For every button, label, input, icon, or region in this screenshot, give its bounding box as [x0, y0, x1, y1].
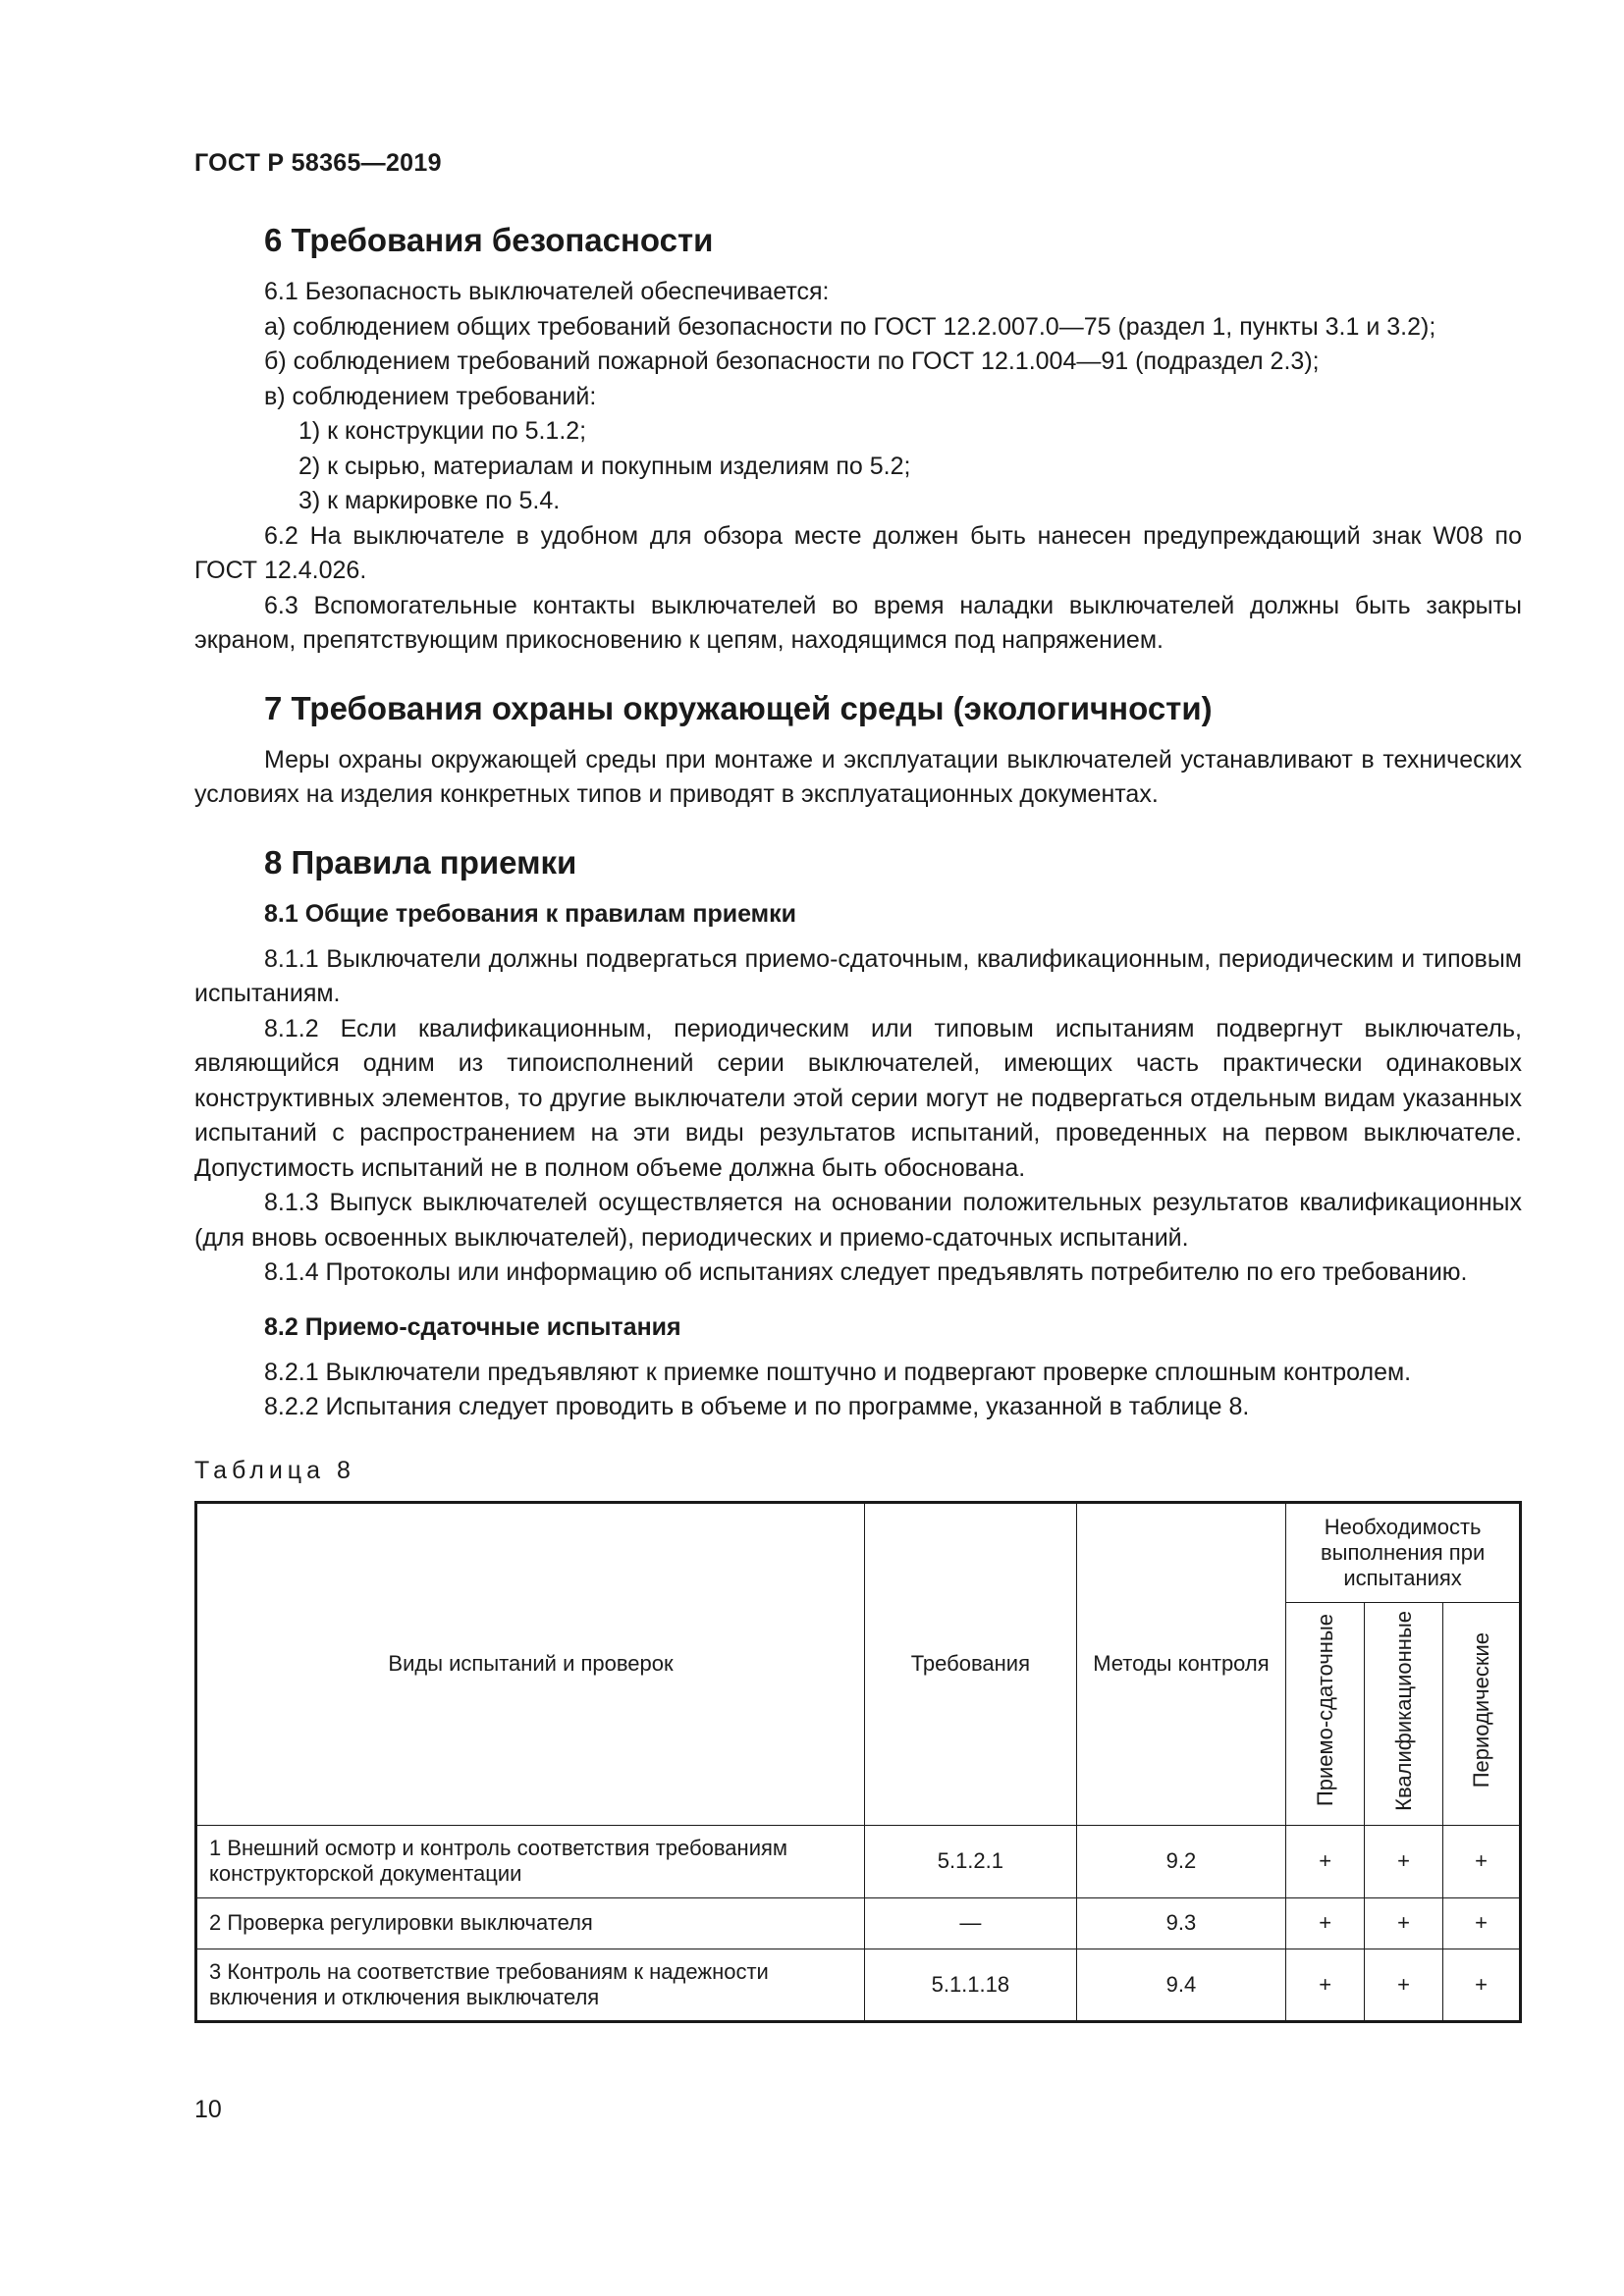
acceptance-mark: + — [1286, 1949, 1365, 2021]
paragraph: 8.1.4 Протоколы или информацию об испытаниях следует предъявлять потребителю по его требованию. — [264, 1258, 1468, 1286]
paragraph: Меры охраны окружающей среды при монтаже и эксплуатации выключателей устанавливают в технических условиях на изделия конкретных типов и приводят в эксплуатационных документах. — [194, 745, 1522, 808]
list-item: 3) к маркировке по 5.4. — [298, 487, 561, 514]
qualification-mark: + — [1365, 1825, 1443, 1897]
periodic-mark: + — [1443, 1897, 1521, 1949]
list-item: 2) к сырью, материалам и покупным изделиям по 5.2; — [298, 452, 911, 480]
requirement: — — [865, 1897, 1077, 1949]
page-number: 10 — [194, 2096, 222, 2123]
paragraph: 8.1.3 Выпуск выключателей осуществляется на основании положительных результатов квалификационных (для вновь освоенных выключателей), периодических и приемо-сдаточных испытаний. — [194, 1189, 1522, 1252]
header-qualification: Квалификационные — [1390, 1610, 1416, 1811]
control-method: 9.4 — [1076, 1949, 1286, 2021]
header-acceptance: Приемо-сдаточные — [1312, 1614, 1337, 1807]
paragraph: 6.1 Безопасность выключателей обеспечивается: — [264, 278, 830, 305]
paragraph: 8.2.1 Выключатели предъявляют к приемке поштучно и подвергают проверке сплошным контролем. — [264, 1358, 1412, 1386]
paragraph: 6.3 Вспомогательные контакты выключателей во время наладки выключателей должны быть закрыты экраном, препятствующим прикосновению к цепям, находящимся под напряжением. — [194, 591, 1522, 654]
requirement: 5.1.1.18 — [865, 1949, 1077, 2021]
header-requirements: Требования — [865, 1502, 1077, 1825]
test-name: 2 Проверка регулировки выключателя — [196, 1897, 865, 1949]
table-8 — [194, 1501, 1522, 2023]
requirement: 5.1.2.1 — [865, 1825, 1077, 1897]
acceptance-mark: + — [1286, 1897, 1365, 1949]
list-item: б) соблюдением требований пожарной безопасности по ГОСТ 12.1.004—91 (подраздел 2.3); — [264, 347, 1320, 375]
subsection-8-2-title: 8.2 Приемо-сдаточные испытания — [264, 1312, 681, 1341]
qualification-mark: + — [1365, 1949, 1443, 2021]
test-name: 3 Контроль на соответствие требованиям к надежности включения и отключения выключателя — [196, 1949, 865, 2021]
paragraph: 8.1.2 Если квалификационным, периодическим или типовым испытаниям подвергнут выключатель, являющийся одним из типоисполнений серии выключателей, имеющих часть практически одинаковых конструктивных элементов, то другие выключатели этой серии могут не подвергаться отдельным видам указанных испытаний с распространением на эти виды результатов испытаний, проведенных на первом выключателе. Допустимость испытаний не в полном объеме должна быть обоснована. — [194, 1014, 1522, 1182]
subsection-8-1-title: 8.1 Общие требования к правилам приемки — [264, 899, 797, 928]
header-methods: Методы контроля — [1076, 1502, 1286, 1825]
section-8-title: 8 Правила приемки — [264, 843, 577, 881]
document-code: ГОСТ Р 58365—2019 — [194, 149, 442, 177]
header-periodic: Периодические — [1468, 1632, 1493, 1789]
periodic-mark: + — [1443, 1949, 1521, 2021]
header-acceptance-cell — [1286, 1602, 1365, 1825]
header-qualification-cell — [1365, 1602, 1443, 1825]
section-7-title: 7 Требования охраны окружающей среды (экологичности) — [264, 689, 1213, 726]
header-necessity: Необходимость выполнения при испытаниях — [1286, 1502, 1521, 1602]
control-method: 9.3 — [1076, 1897, 1286, 1949]
paragraph: 8.1.1 Выключатели должны подвергаться приемо-сдаточным, квалификационным, периодическим и типовым испытаниям. — [194, 944, 1522, 1007]
header-test-types: Виды испытаний и проверок — [196, 1502, 865, 1825]
section-6-title: 6 Требования безопасности — [264, 222, 714, 258]
list-item: в) соблюдением требований: — [264, 382, 597, 410]
qualification-mark: + — [1365, 1897, 1443, 1949]
list-item: а) соблюдением общих требований безопасности по ГОСТ 12.2.007.0—75 (раздел 1, пункты 3.1 и 3.2); — [264, 312, 1436, 341]
header-periodic-cell — [1443, 1602, 1521, 1825]
list-item: 1) к конструкции по 5.1.2; — [298, 417, 587, 445]
control-method: 9.2 — [1076, 1825, 1286, 1897]
document-body — [194, 220, 1522, 2023]
table-row — [196, 1897, 1521, 1949]
table-row — [196, 1825, 1521, 1897]
test-name: 1 Внешний осмотр и контроль соответствия требованиям конструкторской документации — [196, 1825, 865, 1897]
paragraph: 8.2.2 Испытания следует проводить в объеме и по программе, указанной в таблице 8. — [264, 1393, 1250, 1420]
periodic-mark: + — [1443, 1825, 1521, 1897]
table-caption: Таблица 8 — [194, 1456, 355, 1484]
table-row — [196, 1949, 1521, 2021]
paragraph: 6.2 На выключателе в удобном для обзора месте должен быть нанесен предупреждающий знак W08 по ГОСТ 12.4.026. — [194, 521, 1522, 584]
acceptance-mark: + — [1286, 1825, 1365, 1897]
